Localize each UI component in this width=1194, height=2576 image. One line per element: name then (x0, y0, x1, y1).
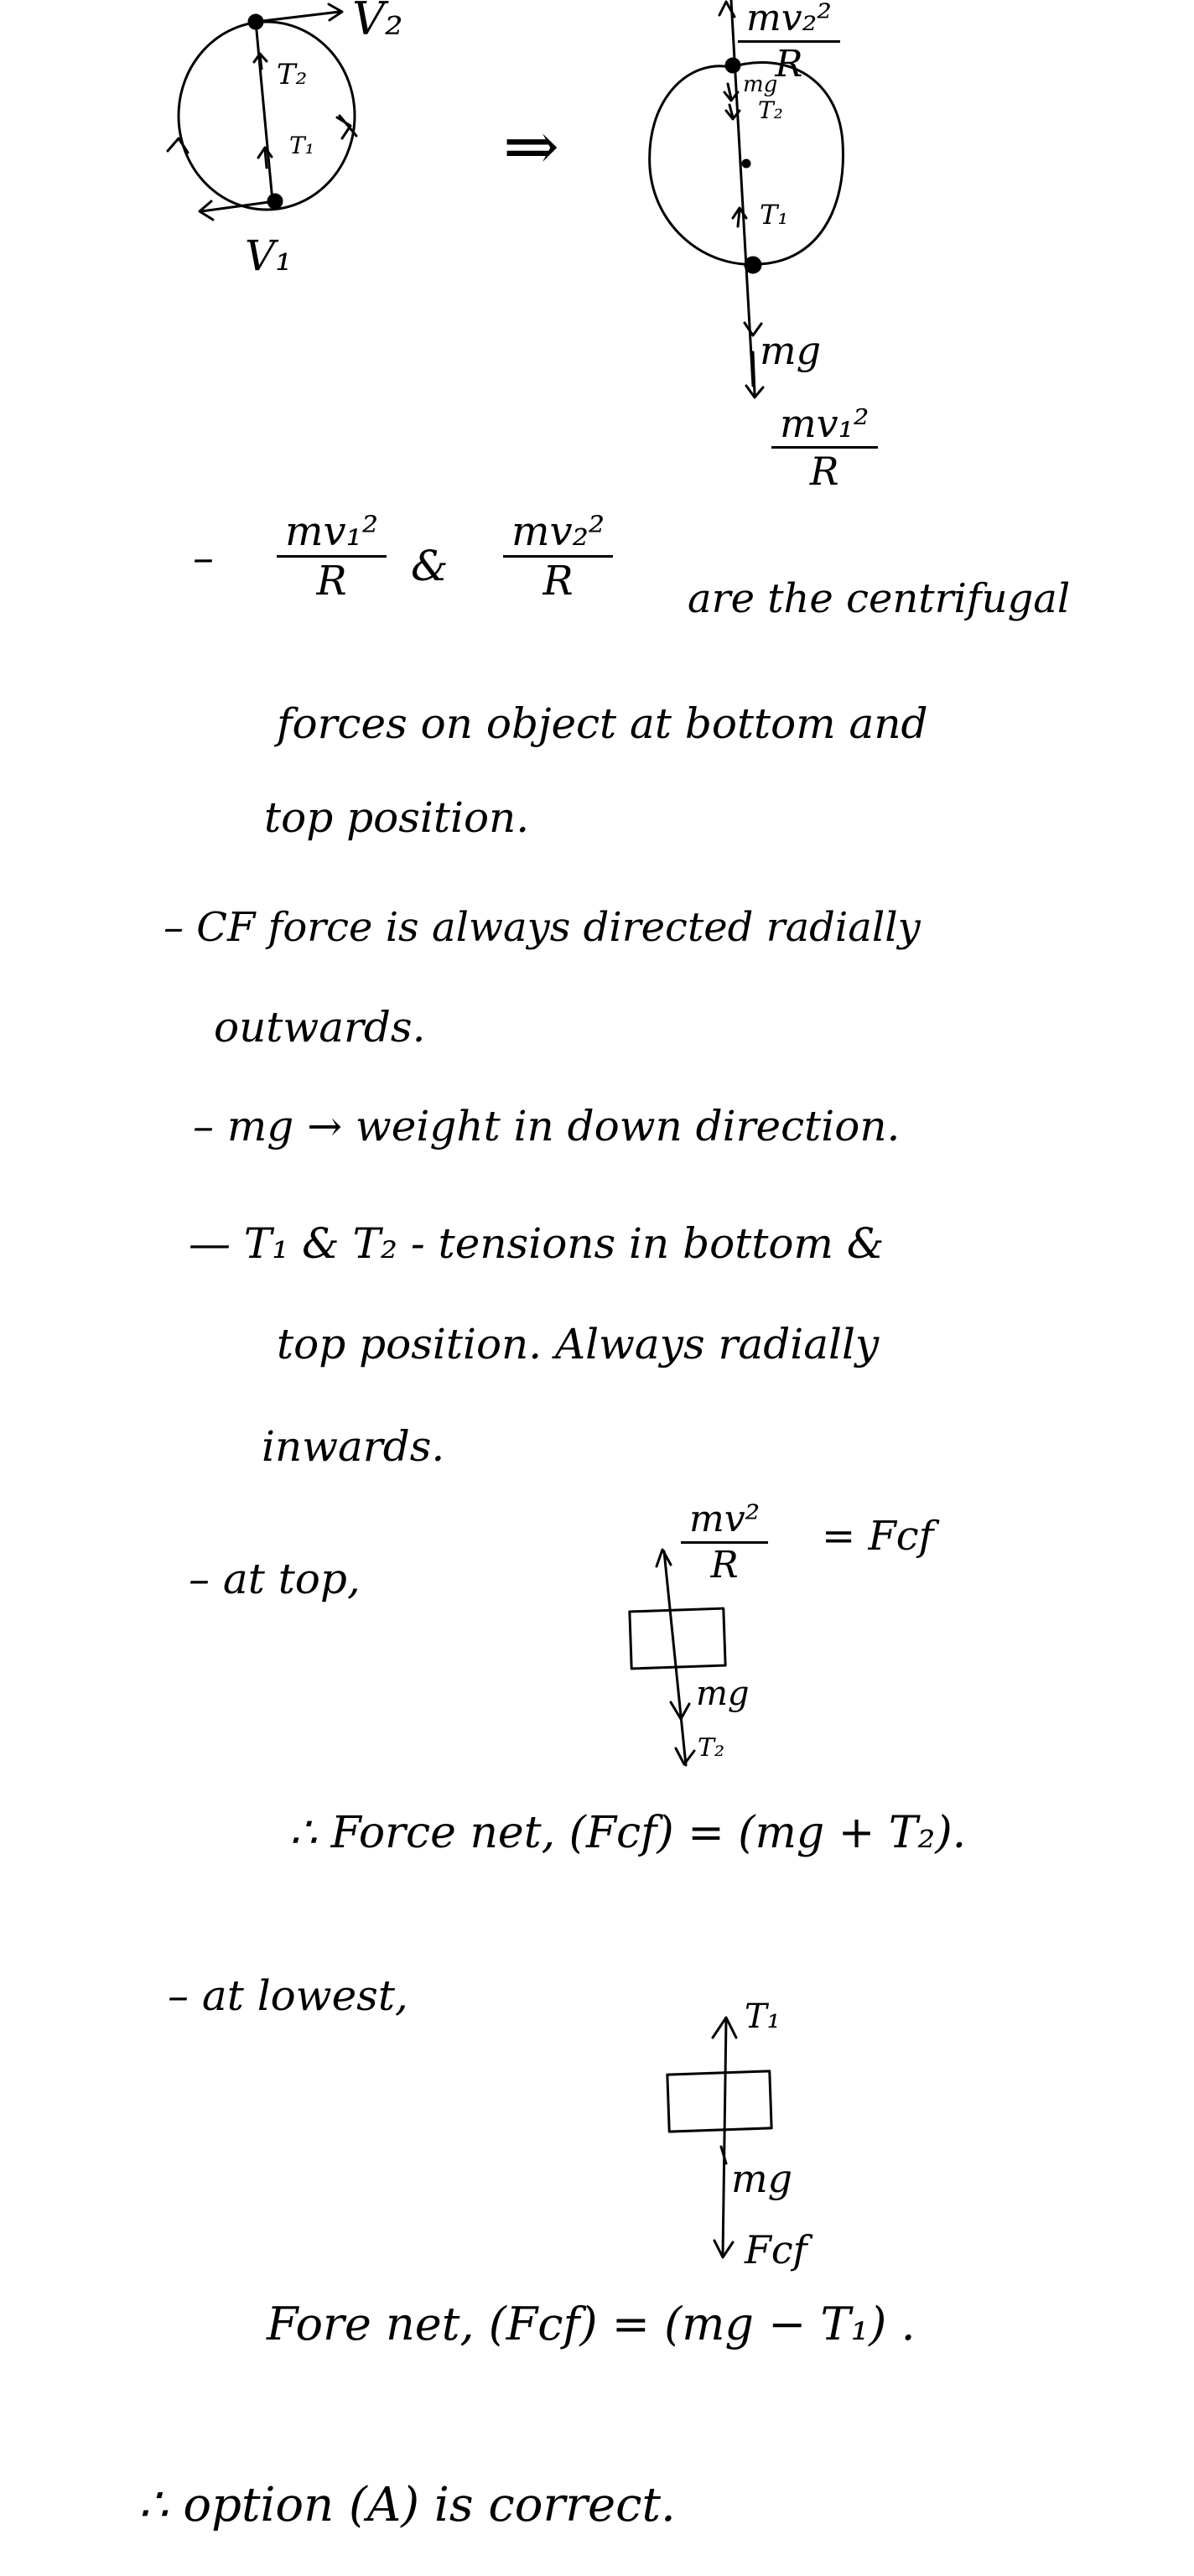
lowest-case-up-arrow (713, 2018, 736, 2038)
note1-amp: & (411, 542, 449, 590)
cf-bottom-numerator: mv₁² (771, 404, 878, 449)
note1-frac1-num: mv₁² (277, 512, 387, 558)
lowest-case-box (667, 2071, 771, 2132)
v2-arrow (256, 4, 342, 22)
note1-frac1-den: R (316, 558, 347, 605)
mg-top-label: mg (743, 72, 778, 97)
top-case-label: – at top, (189, 1555, 361, 1603)
center-point (743, 160, 750, 167)
lowest-case-fbd (667, 2018, 771, 2257)
string-line-left (256, 22, 273, 201)
t1-label-left: T₁ (289, 132, 314, 159)
note2-line-b: outwards. (214, 1003, 426, 1052)
note4-line-c: inwards. (262, 1422, 445, 1471)
note1-fraction-2 (503, 508, 613, 605)
note1-fraction-1 (277, 508, 387, 605)
cf-top-denominator: R (775, 43, 803, 86)
cf-bottom-denominator: R (809, 449, 839, 494)
note2-line-a: – CF force is always directed radially (164, 904, 921, 951)
note1-dash: – (193, 533, 214, 582)
lowest-case-t1-label: T₁ (745, 1997, 781, 2036)
note3-line: – mg → weight in down direction. (193, 1102, 901, 1150)
mg-bottom-down-arrow (745, 323, 761, 335)
note4-line-a: — T₁ & T₂ - tensions in bottom & (189, 1219, 885, 1268)
top-case-cf-fraction (681, 1498, 768, 1587)
note1-frac2-den: R (542, 558, 574, 605)
left-circle-diagram (168, 4, 356, 220)
top-case-box (630, 1608, 725, 1669)
top-case-mg-label: mg (696, 1675, 750, 1713)
note1-text: are the centrifugal (688, 575, 1071, 622)
t1-label-right: T₁ (760, 199, 789, 231)
lowest-case-line (723, 2019, 726, 2256)
cf-top-numerator: mv₂² (738, 0, 840, 43)
note4-line-b: top position. Always radially (277, 1320, 880, 1368)
mg-bottom-label: mg (760, 328, 822, 373)
implies-arrow: ⇒ (503, 107, 560, 185)
bottom-point-right (745, 257, 761, 273)
v2-label: V₂ (352, 0, 403, 45)
lowest-case-label: – at lowest, (168, 1971, 408, 2020)
t2-arrow (254, 54, 267, 69)
note1-line-b: forces on object at bottom and (277, 699, 928, 748)
top-case-cf-den: R (710, 1544, 739, 1587)
cf-bottom-fraction (771, 401, 878, 494)
top-case-cf-num: mv² (681, 1501, 768, 1544)
conclusion-line: ∴ option (A) is correct. (138, 2478, 676, 2532)
top-case-t2-label: T₂ (698, 1733, 725, 1763)
lowest-case-result: Fore net, (Fcf) = (mg − T₁) . (267, 2298, 916, 2350)
top-case-result: ∴ Force net, (Fcf) = (mg + T₂). (289, 1808, 967, 1858)
t2-label-right: T₂ (758, 96, 783, 124)
circular-path-left (179, 22, 355, 210)
top-case-cf-equals: = Fcf (822, 1513, 934, 1560)
note1-frac2-num: mv₂² (503, 512, 613, 558)
note1-line-c: top position. (264, 793, 530, 842)
lowest-case-mg-label: mg (731, 2156, 793, 2201)
v1-label: V₁ (245, 231, 293, 280)
t2-label-left: T₂ (277, 58, 308, 91)
lowest-case-fcf-label: Fcf (745, 2227, 807, 2272)
